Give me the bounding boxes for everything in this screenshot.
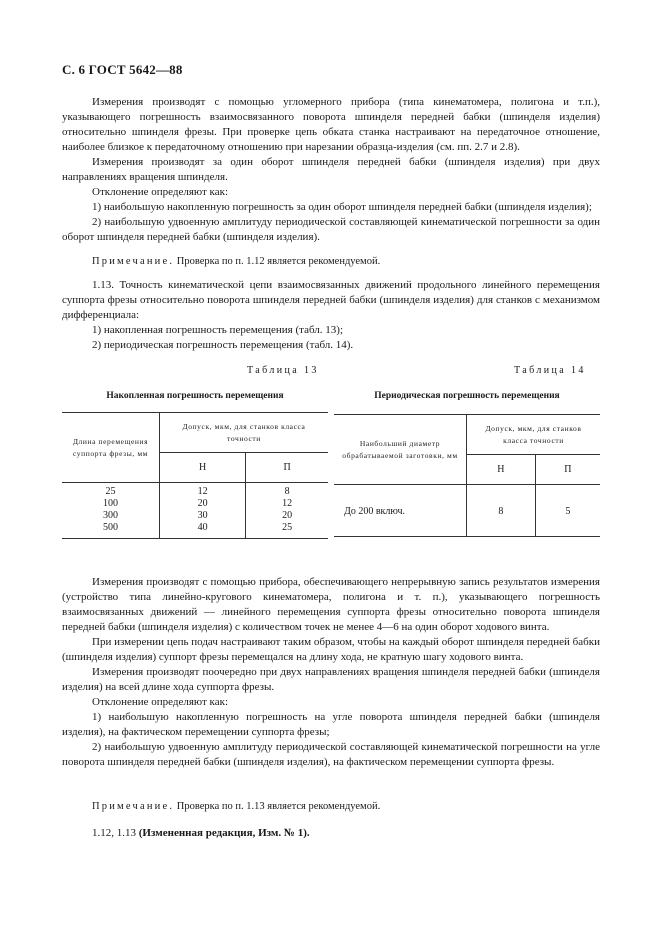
table-13-col-p: П bbox=[246, 453, 328, 483]
cell-p: 20 bbox=[246, 510, 328, 522]
measurement-block bbox=[62, 575, 600, 770]
table-14-col-p: П bbox=[535, 455, 600, 485]
cell-h: 8 bbox=[467, 485, 536, 537]
table-14-col-diameter: Наибольший диаметр обрабатываемой заготовки, мм bbox=[334, 415, 467, 485]
cell-p: 8 bbox=[246, 483, 328, 499]
intro-paragraph: 2) наибольшую удвоенную амплитуду периодической составляющей кинематической погрешности за один оборот шпинделя передней бабки (шпинделя изделия). bbox=[62, 216, 600, 243]
page-header: С. 6 ГОСТ 5642—88 bbox=[62, 62, 183, 77]
section-1-13 bbox=[62, 278, 600, 353]
section-paragraph: 1.13. Точность кинематической цепи взаимосвязанных движений продольного линейного перемещения суппорта фрезы относительно поворота шпинделя передней бабки (шпинделя изделия) для станков с механизмом дифференциала: bbox=[62, 279, 600, 321]
table-14-row bbox=[334, 485, 600, 537]
note-label: Примечание. bbox=[92, 801, 175, 812]
note-1 bbox=[62, 254, 600, 269]
cell-diameter: До 200 включ. bbox=[334, 485, 467, 537]
cell-p: 25 bbox=[246, 522, 328, 539]
cell-p: 12 bbox=[246, 498, 328, 510]
intro-paragraph: Измерения производят с помощью угломерного прибора (типа кинематомера, полигона и т.п.), указывающего погрешность взаимосвязанного поворота шпинделя передней бабки (шпинделя изделия) относительно шпинделя фрезы. При проверке цепь обката станка настраивают на передаточное отношение, наиболее близкое к передаточному отношению при нарезании образца-изделия (см. пп. 2.7 и 2.8). bbox=[62, 96, 600, 153]
intro-block bbox=[62, 95, 600, 245]
note-label: Примечание. bbox=[92, 256, 175, 267]
cell-p: 5 bbox=[535, 485, 600, 537]
table-13-row bbox=[62, 498, 328, 510]
body-paragraph: 2) наибольшую удвоенную амплитуду периодической составляющей кинематической погрешности на угле поворота шпинделя передней бабки (шпинделя изделия), на фактическом перемещении суппорта фрезы. bbox=[62, 741, 600, 768]
body-paragraph: При измерении цепь подач настраивают таким образом, чтобы на каждый оборот шпинделя передней бабки (шпинделя изделия) суппорт фрезы перемещался на длину хода, не кратную шагу ходового винта. bbox=[62, 636, 600, 663]
note-text: Проверка по п. 1.13 является рекомендуемой. bbox=[174, 801, 381, 812]
reference-bold: (Измененная редакция, Изм. № 1). bbox=[138, 827, 310, 839]
body-paragraph: 1) наибольшую накопленную погрешность на угле поворота шпинделя передней бабки (шпинделя изделия), на фактическом перемещении суппорта фрезы; bbox=[62, 711, 600, 738]
cell-h: 40 bbox=[160, 522, 246, 539]
table-14 bbox=[334, 414, 600, 537]
table-13-col-length: Длина перемещения суппорта фрезы, мм bbox=[62, 413, 160, 483]
amendment-reference bbox=[62, 826, 600, 841]
cell-length: 300 bbox=[62, 510, 160, 522]
note-2 bbox=[62, 799, 600, 814]
cell-h: 20 bbox=[160, 498, 246, 510]
table-13-row bbox=[62, 522, 328, 539]
intro-paragraph: Отклонение определяют как: bbox=[92, 186, 229, 198]
intro-paragraph: 1) наибольшую накопленную погрешность за один оборот шпинделя передней бабки (шпинделя изделия); bbox=[92, 201, 592, 213]
section-item: 1) накопленная погрешность перемещения (табл. 13); bbox=[92, 324, 344, 336]
table-14-title: Периодическая погрешность перемещения bbox=[374, 391, 560, 401]
table-13-row bbox=[62, 510, 328, 522]
table-13-caption: Таблица 13 bbox=[247, 365, 319, 376]
table-13 bbox=[62, 412, 328, 539]
cell-h: 12 bbox=[160, 483, 246, 499]
table-14-group-header: Допуск, мкм, для станков класса точности bbox=[467, 415, 601, 455]
table-13-group-header: Допуск, мкм, для станков класса точности bbox=[160, 413, 329, 453]
cell-length: 25 bbox=[62, 483, 160, 499]
body-paragraph: Измерения производят поочередно при двух направлениях вращения шпинделя передней бабки (шпинделя изделия) на всей длине хода суппорта фрезы. bbox=[62, 666, 600, 693]
section-item: 2) периодическая погрешность перемещения (табл. 14). bbox=[92, 339, 354, 351]
cell-h: 30 bbox=[160, 510, 246, 522]
cell-length: 500 bbox=[62, 522, 160, 539]
table-13-row bbox=[62, 483, 328, 499]
intro-paragraph: Измерения производят за один оборот шпинделя передней бабки (шпинделя изделия) при двух направлениях вращения шпинделя. bbox=[62, 156, 600, 183]
reference-prefix: 1.12, 1.13 bbox=[92, 827, 139, 839]
table-13-title: Накопленная погрешность перемещения bbox=[106, 391, 284, 401]
body-paragraph: Отклонение определяют как: bbox=[92, 696, 229, 708]
note-text: Проверка по п. 1.12 является рекомендуемой. bbox=[174, 256, 381, 267]
table-14-col-h: Н bbox=[467, 455, 536, 485]
cell-length: 100 bbox=[62, 498, 160, 510]
body-paragraph: Измерения производят с помощью прибора, обеспечивающего непрерывную запись результатов измерения (устройство типа линейно-кругового кинематомера, полигона и т. п.), указывающего погрешность взаимосвязанных движений — линейного перемещения суппорта фрезы относительно поворота шпинделя передней бабки (шпинделя изделия) с количеством точек не менее 4—6 на один оборот ходового винта. bbox=[62, 576, 600, 633]
table-13-col-h: Н bbox=[160, 453, 246, 483]
table-14-caption: Таблица 14 bbox=[514, 365, 586, 376]
